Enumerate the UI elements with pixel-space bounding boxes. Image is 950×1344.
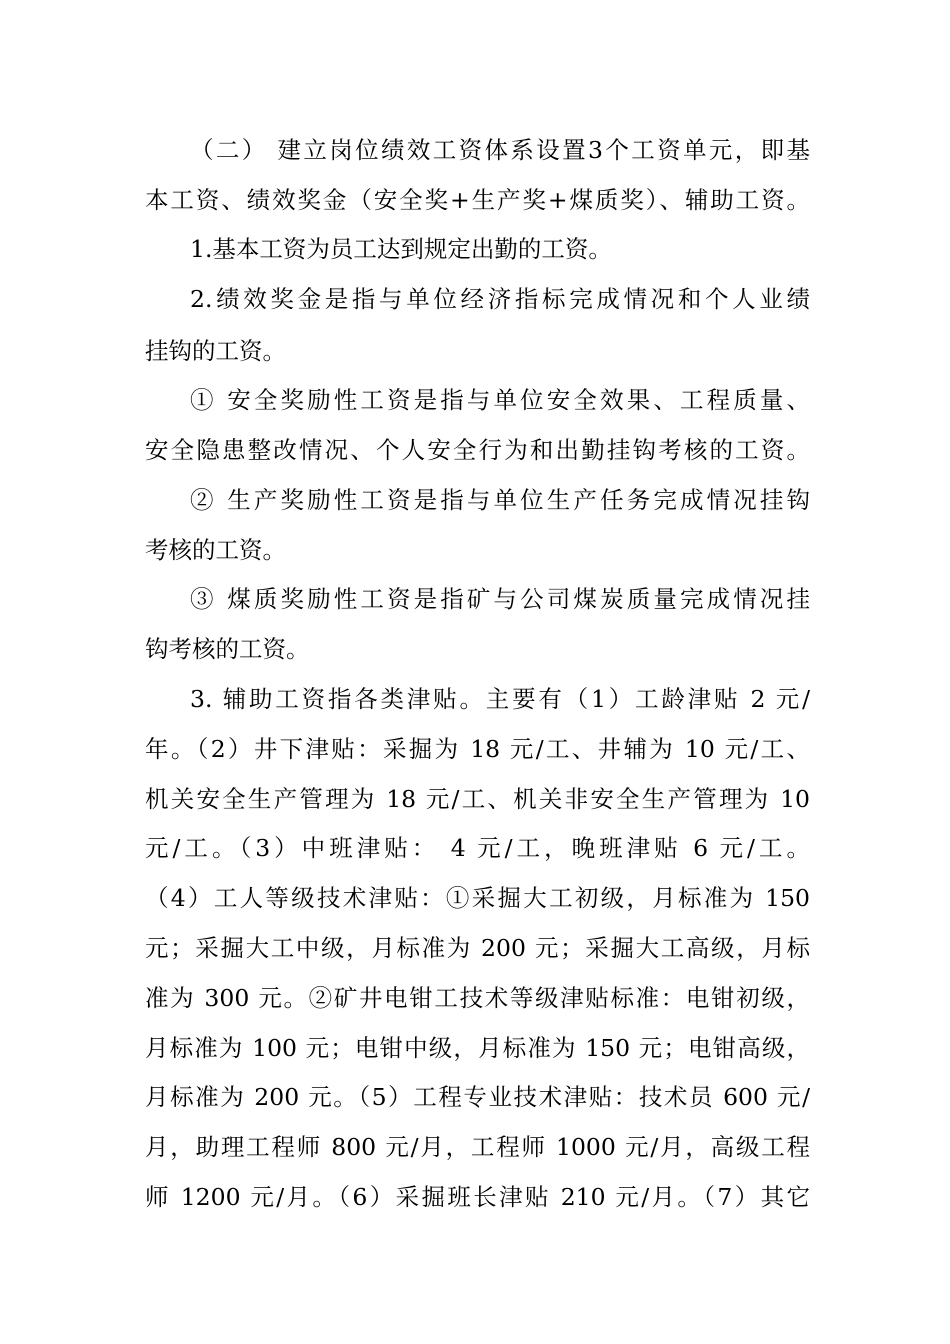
- text-line: 师 1200 元/月。（6）采掘班长津贴 210 元/月。（7）其它: [145, 1183, 810, 1211]
- text-line: 元/工。（3）中班津贴： 4 元/工，晚班津贴 6 元/工。: [145, 834, 810, 862]
- text-line: 1.基本工资为员工达到规定出勤的工资。: [190, 235, 612, 263]
- text-line: 安全隐患整改情况、个人安全行为和出勤挂钩考核的工资。: [145, 436, 810, 464]
- text-line: 月标准为 100 元；电钳中级，月标准为 150 元；电钳高级，: [145, 1034, 810, 1062]
- text-line: 3. 辅助工资指各类津贴。主要有（1）工龄津贴 2 元/: [190, 685, 810, 713]
- text-line: 月标准为 200 元。（5）工程专业技术津贴：技术员 600 元/: [145, 1083, 810, 1111]
- text-line: 月，助理工程师 800 元/月，工程师 1000 元/月，高级工程: [145, 1133, 810, 1161]
- text-line: 机关安全生产管理为 18 元/工、机关非安全生产管理为 10: [145, 785, 810, 813]
- text-line: （二） 建立岗位绩效工资体系设置3个工资单元，即基: [190, 136, 810, 164]
- text-line: ① 安全奖励性工资是指与单位安全效果、工程质量、: [190, 386, 810, 414]
- text-line: ③ 煤质奖励性工资是指矿与公司煤炭质量完成情况挂: [190, 585, 810, 613]
- text-line: 本工资、绩效奖金（安全奖+生产奖+煤质奖）、辅助工资。: [145, 186, 810, 214]
- text-line: 钩考核的工资。: [145, 635, 310, 663]
- text-line: （4）工人等级技术津贴：①采掘大工初级，月标准为 150: [145, 884, 810, 912]
- text-line: 考核的工资。: [145, 536, 286, 564]
- text-line: 准为 300 元。②矿井电钳工技术等级津贴标准：电钳初级，: [145, 984, 810, 1012]
- text-line: 元；采掘大工中级，月标准为 200 元；采掘大工高级，月标: [145, 934, 810, 962]
- text-line: 挂钩的工资。: [145, 337, 286, 365]
- text-line: 2.绩效奖金是指与单位经济指标完成情况和个人业绩: [190, 285, 810, 313]
- text-line: 年。（2）井下津贴：采掘为 18 元/工、井辅为 10 元/工、: [145, 735, 810, 763]
- text-line: ② 生产奖励性工资是指与单位生产任务完成情况挂钩: [190, 486, 810, 514]
